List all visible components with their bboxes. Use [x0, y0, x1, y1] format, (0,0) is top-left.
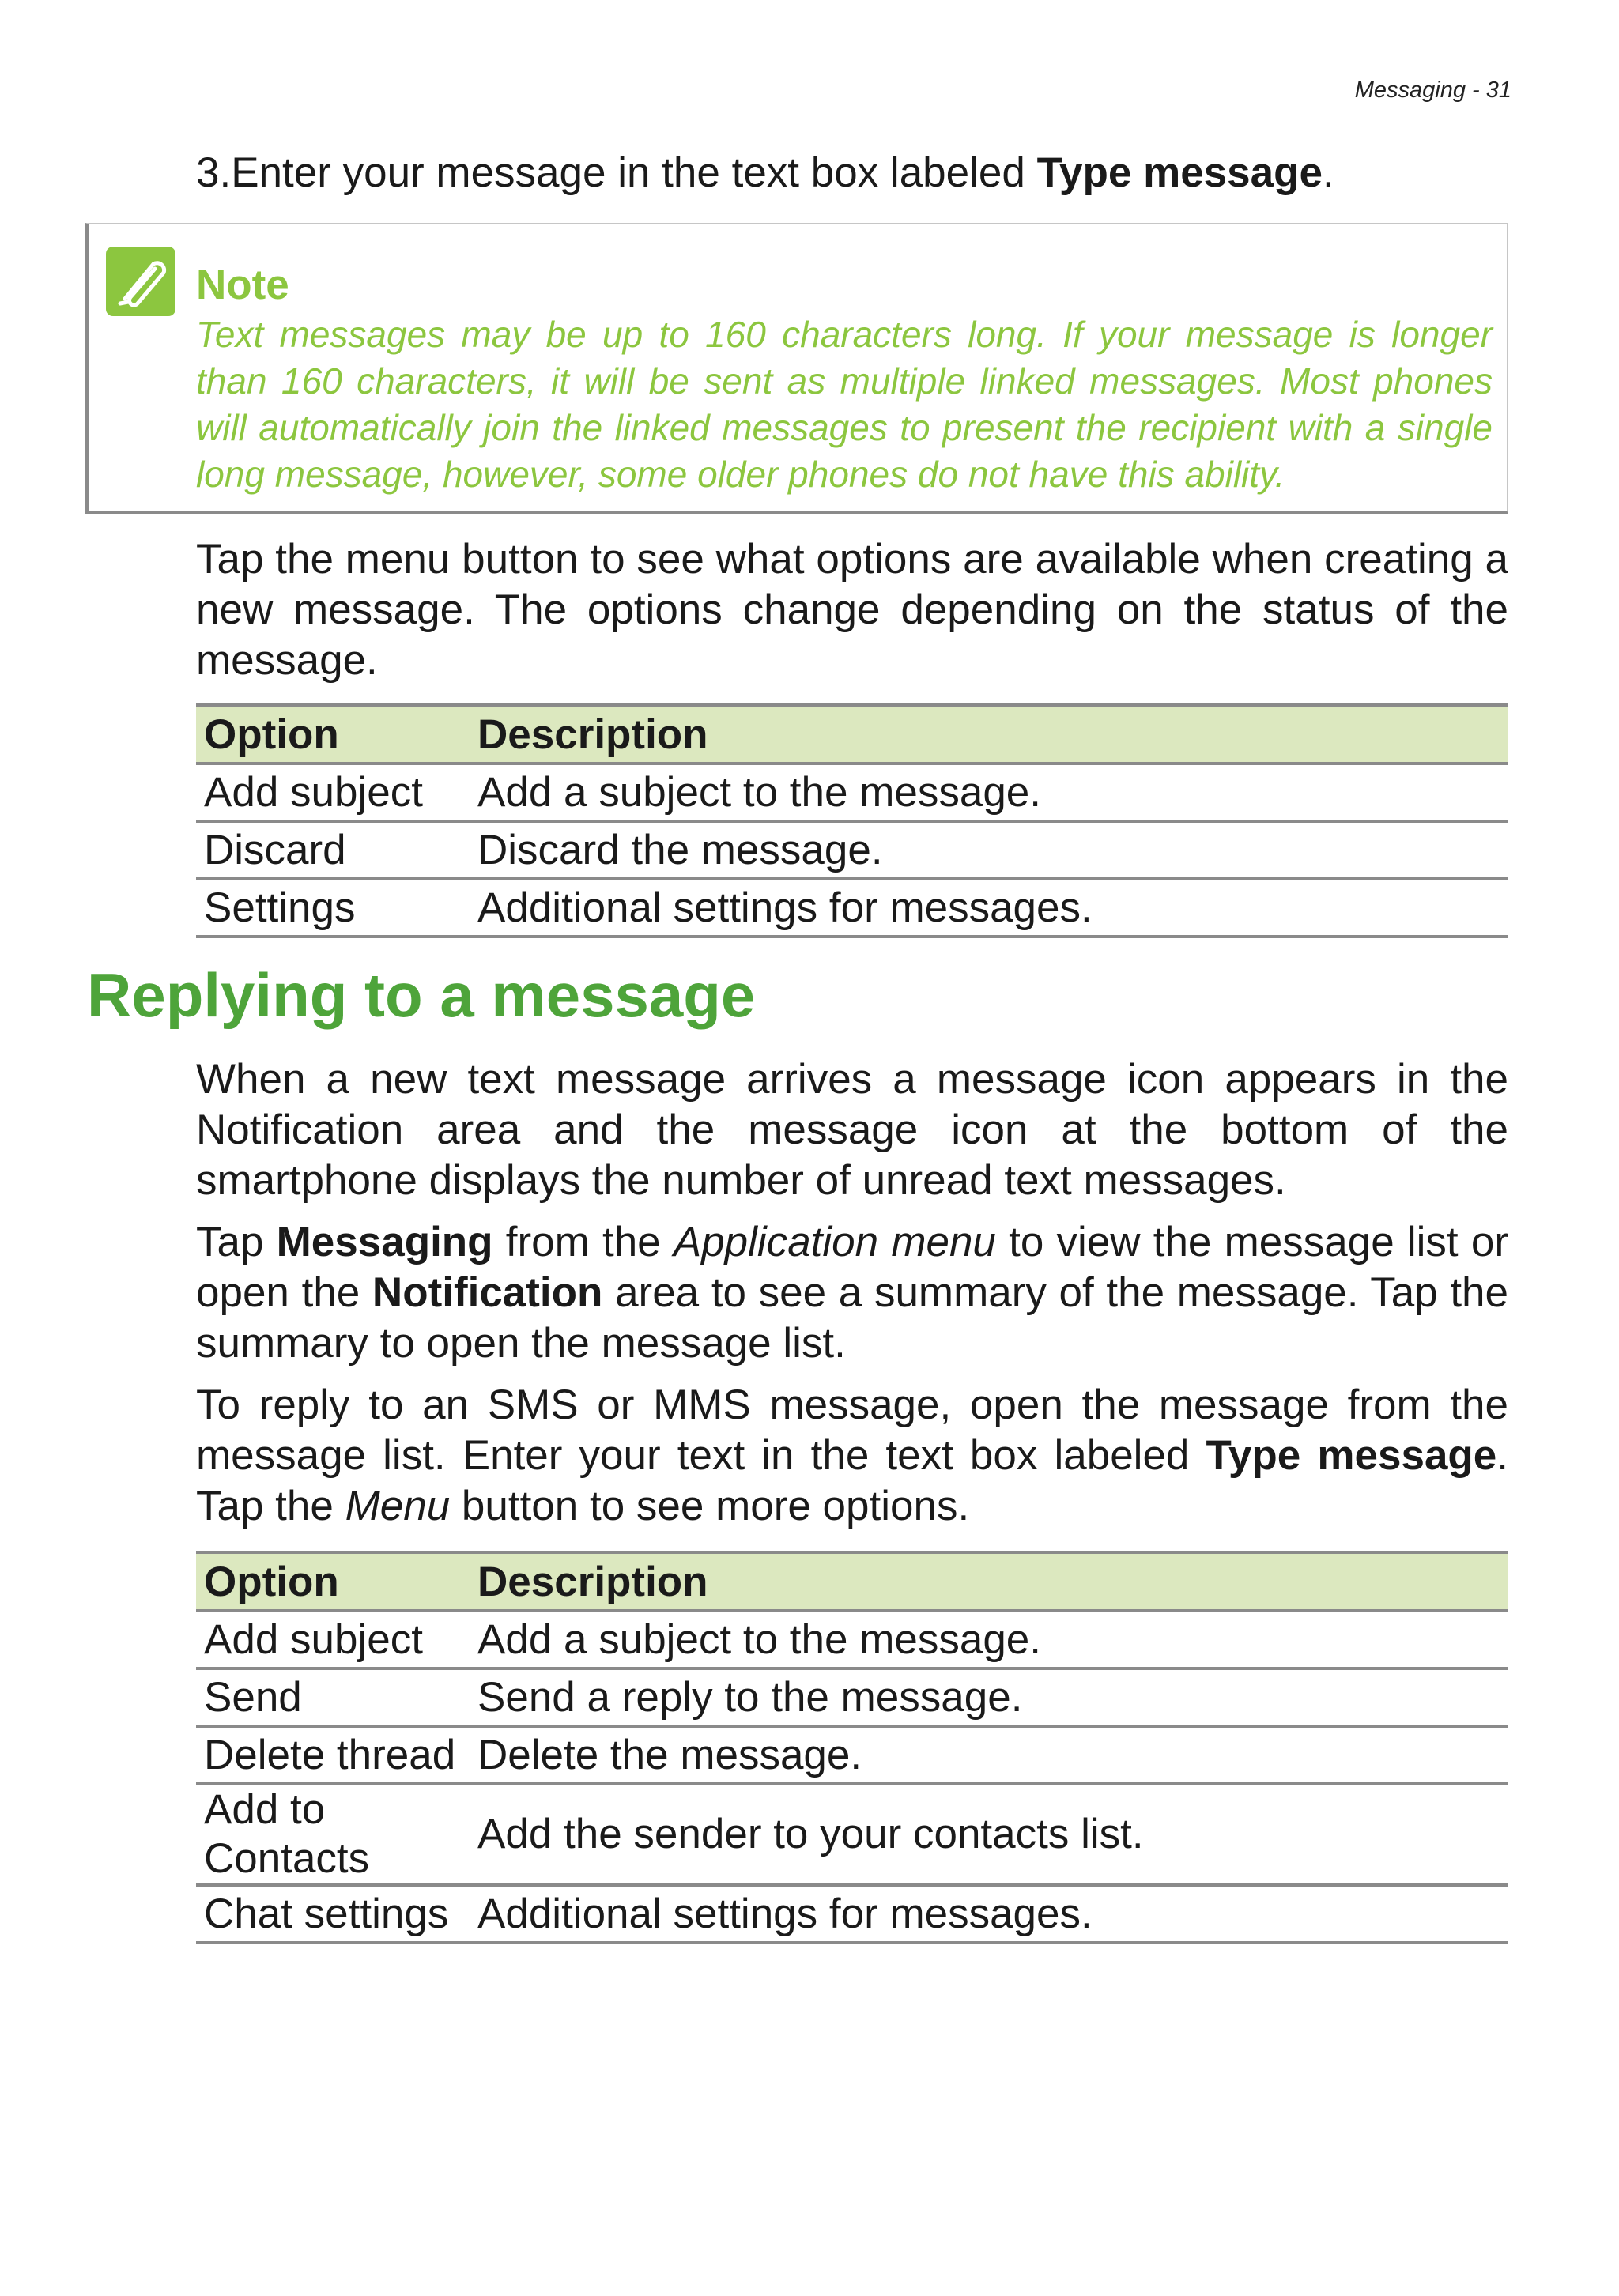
text-run: button to see more options. [450, 1483, 970, 1529]
pencil-note-icon [106, 247, 175, 316]
text-run: . Tap the [196, 1432, 1508, 1529]
options-table-reply [196, 1551, 1508, 1944]
step-text: Enter your message in the text box labeled [231, 149, 1037, 196]
text-run: from the [492, 1219, 674, 1265]
note-box [85, 223, 1508, 514]
note-text: Text messages may be up to 160 characters long. If your message is longer than 160 characters, it will be sent as multiple linked messages. Most phones will automatically join the linked messages to present the recipient with a single long message, however, some older phones do not have this ability. [196, 314, 1493, 495]
column-header-description: Description [470, 705, 1508, 763]
option-cell: Send [196, 1668, 470, 1726]
option-cell: Discard [196, 821, 470, 879]
step-3 [196, 149, 1334, 197]
description-cell: Additional settings for messages. [470, 879, 1508, 937]
option-cell: Add to Contacts [196, 1784, 470, 1885]
note-title: Note [196, 262, 289, 308]
table-header-row [196, 705, 1508, 763]
options-table-new-message [196, 703, 1508, 938]
table-row [196, 1668, 1508, 1726]
column-header-option: Option [196, 705, 470, 763]
table-header-row [196, 1552, 1508, 1611]
description-cell: Delete the message. [470, 1726, 1508, 1784]
option-cell: Add subject [196, 1611, 470, 1668]
option-cell: Settings [196, 879, 470, 937]
bold-notification: Notification [372, 1269, 603, 1316]
italic-application-menu: Application menu [673, 1219, 996, 1265]
text-run: to view the message list or open the [196, 1219, 1508, 1316]
paragraph-reply-instructions [196, 1380, 1508, 1532]
description-cell: Add a subject to the message. [470, 763, 1508, 821]
table-row [196, 879, 1508, 937]
section-heading: Replying to a message [87, 960, 756, 1030]
table-row [196, 1611, 1508, 1668]
description-cell: Add the sender to your contacts list. [470, 1784, 1508, 1885]
menu-intro-paragraph: Tap the menu button to see what options are available when creating a new message. The options change depending on the status of the message. [196, 536, 1508, 684]
table-row [196, 821, 1508, 879]
table-row [196, 1784, 1508, 1885]
text-run: Tap [196, 1219, 277, 1265]
description-cell: Additional settings for messages. [470, 1885, 1508, 1943]
table-row [196, 1885, 1508, 1943]
option-cell: Chat settings [196, 1885, 470, 1943]
running-header: Messaging - 31 [1354, 77, 1511, 103]
description-cell: Add a subject to the message. [470, 1611, 1508, 1668]
bold-messaging: Messaging [276, 1219, 493, 1265]
option-cell: Add subject [196, 763, 470, 821]
paragraph-open-messaging [196, 1217, 1508, 1369]
option-cell: Delete thread [196, 1726, 470, 1784]
text-run: To reply to an SMS or MMS message, open the message from the message list. Enter your text in the text box labeled [196, 1382, 1508, 1479]
step-bold-label: Type message [1036, 149, 1323, 196]
italic-menu: Menu [345, 1483, 451, 1529]
step-end: . [1322, 149, 1334, 196]
paragraph-new-message-arrives: When a new text message arrives a message icon appears in the Notification area and the message icon at the bottom of the smartphone displays the number of unread text messages. [196, 1056, 1508, 1204]
step-number: 3. [196, 149, 232, 196]
table-row [196, 763, 1508, 821]
bold-type-message: Type message [1206, 1432, 1497, 1479]
text-run: area to see a summary of the message. Tap the summary to open the message list. [196, 1269, 1508, 1367]
description-cell: Send a reply to the message. [470, 1668, 1508, 1726]
column-header-option: Option [196, 1552, 470, 1611]
description-cell: Discard the message. [470, 821, 1508, 879]
column-header-description: Description [470, 1552, 1508, 1611]
table-row [196, 1726, 1508, 1784]
